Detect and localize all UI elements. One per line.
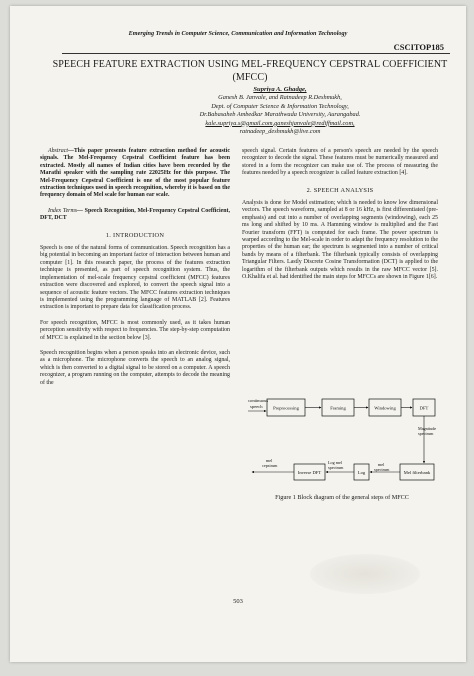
- mfcc-block-diagram: [246, 386, 438, 488]
- section-heading-speech-analysis: 2. SPEECH ANALYSIS: [306, 186, 374, 194]
- label-windowing: Windowing: [374, 405, 396, 411]
- input-label-2: speech: [250, 404, 263, 409]
- abstract: [40, 148, 230, 200]
- conference-id: CSCITOP185: [393, 42, 444, 52]
- index-terms-text: — Speech Recognition, Mel-Frequency Cepstral Coefficient, DFT, DCT: [40, 207, 230, 222]
- paper-stain: [310, 554, 420, 594]
- mel-spectrum-label-2: spectrum: [374, 467, 390, 472]
- label-mel-filterbank: Mel filterbank: [403, 470, 431, 475]
- mel-spectrum-label: mel: [378, 462, 385, 467]
- figure-caption: Figure 1 Block diagram of the general steps of MFCC: [275, 494, 409, 501]
- author-block: [130, 86, 430, 136]
- index-terms: [40, 208, 230, 223]
- page-number: 503: [233, 598, 243, 605]
- department: Dept. of Computer Science & Information Technology,: [211, 102, 349, 110]
- index-terms-label: Index Terms: [48, 207, 78, 214]
- paper-title: SPEECH FEATURE EXTRACTION USING MEL-FREQUENCY CEPSTRAL COEFFICIENT (MFCC): [52, 59, 448, 83]
- magnitude-label-2: spectrum: [418, 431, 434, 436]
- intro-paragraph-1: Speech is one of the natural forms of communication. Speech recognition has a big potential in becoming an important factor of interaction between human and computer [1]. In this research paper, the process of the features extraction technique is presented, as part of speech recognition system. Thus, the implementation of mel-scale frequency cepstral coefficient (MFCC) features extraction were discovered and explored, to convert the speech signal into a sequence of acoustic feature vectors. The MFCC features extraction techniques is implemented using the programming language of MATLAB [2]. Features extraction is important to prepare data for classification process.: [40, 245, 230, 311]
- left-column: [40, 148, 230, 395]
- mel-cepstrum-label: mel: [266, 458, 273, 463]
- abstract-text: —This paper presents feature extraction method for acoustic signals. The Mel-Frequency Cepstral Coefficient feature has been extracted. Mostly all names of Indian cities have been recorded by the Marathi speaker with the sampling rate 22025Hz for this purpose. The Mel-Frequency Cepstral Coefficient is one of the most popular feature extraction techniques used in speech recognition, whereby it is based on the frequency domain of Mel scale for human ear scale.: [40, 148, 230, 199]
- magnitude-label: Magnitude: [418, 426, 437, 431]
- author-emails-2: ratnadeep_deshmukh@live.com: [239, 128, 321, 136]
- input-label: continuous: [248, 398, 269, 403]
- log-mel-label: Log mel: [328, 460, 343, 465]
- lead-author: Supriya A. Ghadge,: [253, 86, 307, 93]
- label-inverse-dft: Inverse DFT: [297, 470, 322, 475]
- abstract-label: Abstract: [48, 148, 68, 154]
- label-preprocessing: Preprocessing: [273, 405, 299, 411]
- intro-continuation: speech signal. Certain features of a person's speech are needed by the speech recognizer to decode the signal. These features must be numerically measured and stored in a form the recognizer can make use of. The process of measuring the features needed by a speech recognizer is called feature extraction [4].: [242, 148, 438, 177]
- paper-page: [10, 6, 466, 662]
- intro-paragraph-3: Speech recognition begins when a person speaks into an electronic device, such as a microphone. The microphone converts the speech to an analog signal, which is then converted to a digital signal to be stored on a computer. A speech recognizer, a program running on the computer, attempts to decode the meaning of the: [40, 349, 230, 386]
- label-log: Log: [357, 470, 366, 475]
- header-rule: [62, 53, 450, 54]
- intro-paragraph-2: For speech recognition, MFCC is most commonly used, as it takes human perception sensitivity with respect to frequencies. The step-by-step computation of MFCC is explained in the section below [3].: [40, 319, 230, 341]
- co-authors: Ganesh B. Janvale, and Ratnadeep R.Deshmukh,: [218, 94, 342, 102]
- label-framing: Framing: [330, 405, 346, 411]
- mel-cepstrum-label-2: cepstrum: [262, 463, 278, 468]
- university: Dr.Babasaheb Ambedkar Marathwada University, Aurangabad.: [199, 111, 361, 119]
- log-mel-label-2: spectrum: [328, 465, 344, 470]
- analysis-paragraph: Analysis is done for Model estimation; which is needed to know low dimensional vectors. The speech waveform, sampled at 8 or 16 kHz, is first differentiated (pre-emphasis) and cut into a number of overlapping segments (windowing), each 25 ms long and shifted by 10 ms. A Hamming window is multiplied and the Fast Fourier transform (FFT) is computed for each frame. The power spectrum is warped according to the Mel-scale in order to adapt the frequency resolution to the properties of the human ear; the spectrum is segmented into a number of critical bands by means of a filterbank. The filterbank typically consists of overlapping Triangular Filters. Lastly Discrete Cosine Transformation (DCT) is applied to the logarithm of the filterbank outputs which results in the raw MFCC vector [5]. O.Khalifa et al. had identified the main steps for MFCCs are shown in Figure 1[6].: [242, 200, 438, 281]
- section-heading-introduction: 1. INTRODUCTION: [105, 231, 165, 239]
- journal-header: Emerging Trends in Computer Science, Communication and Information Technology: [128, 30, 348, 37]
- author-emails: kale.supriya.s@gmail.com,ganeshjanvale@rediffmail.com,: [205, 119, 355, 127]
- right-column: [242, 148, 438, 290]
- label-dft: DFT: [419, 405, 429, 411]
